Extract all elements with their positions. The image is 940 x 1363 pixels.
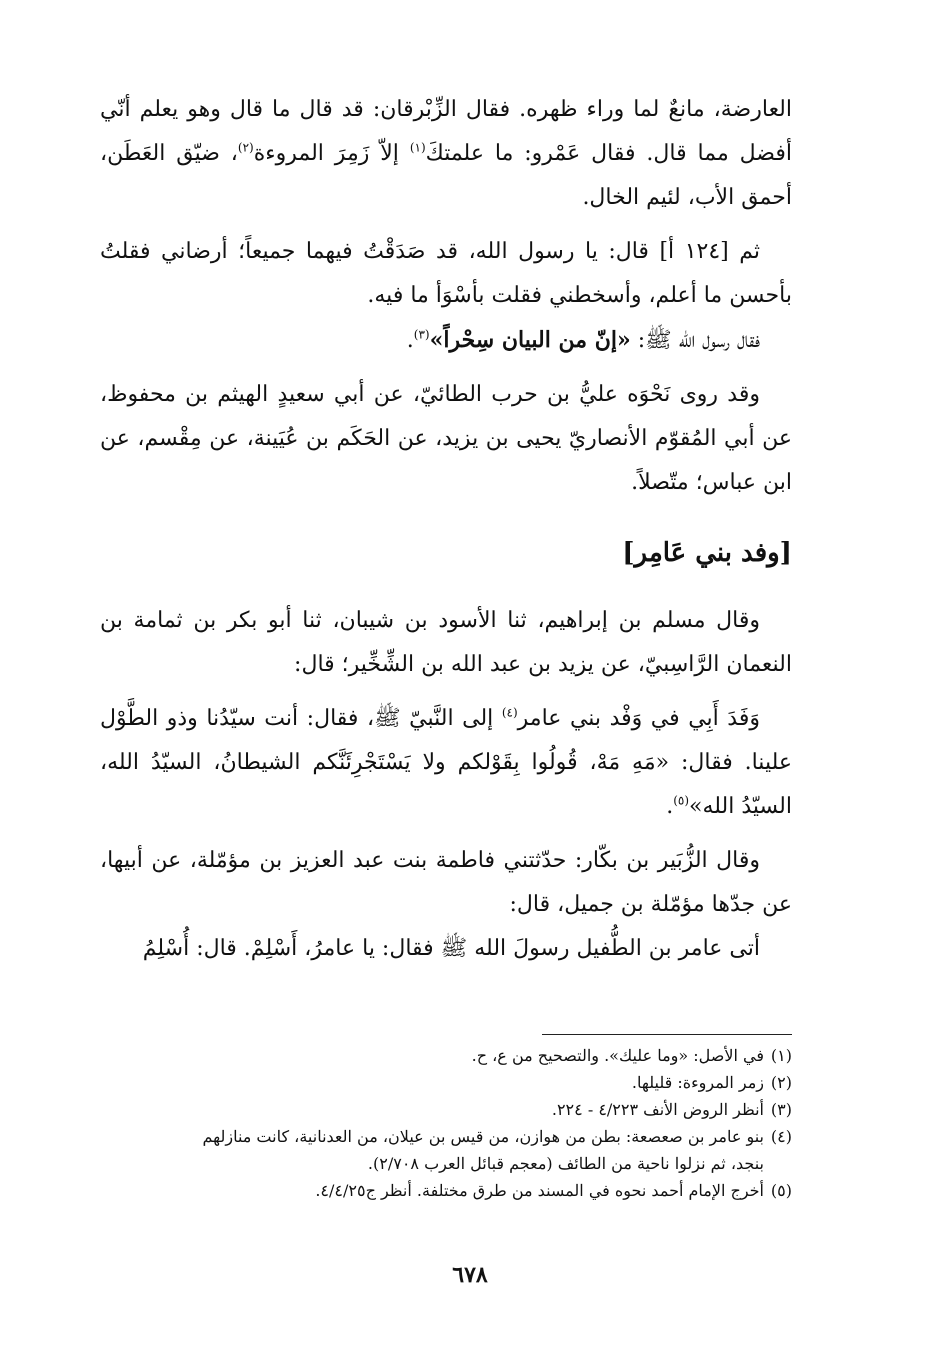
footnote-text: زمر المروءة: قليلها. — [631, 1073, 764, 1092]
footnote-2 — [100, 1069, 792, 1096]
paragraph-3 — [100, 318, 792, 363]
paragraph-5: وقال مسلم بن إبراهيم، ثنا الأسود بن شيبان، ثنا أبو بكر بن ثمامة بن النعمان الرَّاسِبيّ، عن يزيد بن عبد الله بن الشِّخِّير؛ قال: — [100, 608, 792, 677]
footnotes — [100, 1042, 792, 1204]
paragraph-1-text-a: العارضة، مانعٌ لما وراء ظهره. فقال الزِّبْرقان: قد قال ما قال وهو يعلم أنّي أفضل مما قال. فقال عَمْرو: ما علمتكَ — [100, 97, 792, 166]
paragraph-1 — [100, 88, 792, 220]
footnote-5 — [100, 1177, 792, 1204]
footnote-ref-1: (١) — [409, 140, 426, 155]
footnote-ref-4: (٤) — [501, 705, 518, 720]
footnote-ref-3: (٣) — [413, 327, 430, 342]
paragraph-3-text-a: فقال رسول الله ﷺ: — [630, 328, 760, 353]
footnote-number: (١) — [770, 1046, 792, 1065]
paragraph-7: وقال الزُّبَير بن بكّار: حدّثتني فاطمة بنت عبد العزيز بن مؤمّلة، عن أبيها، عن جدّها مؤمّلة بن جميل، قال: — [100, 848, 792, 917]
footnote-text: في الأصل: «وما عليك». والتصحيح من ع، ح. — [471, 1046, 764, 1065]
paragraph-4: وقد روى نَحْوَه عليُّ بن حرب الطائيّ، عن أبي سعيدٍ الهيثم بن محفوظ، عن أبي المُقوّم الأنصاريّ يحيى بن يزيد، عن الحَكَم بن عُيَينة، عن مِقْسم، عن ابن عباس؛ متّصلاً. — [100, 382, 792, 495]
paragraph-2: ثم [١٢٤ أ] قال: يا رسول الله، قد صَدَقْتُ فيهما جميعاً؛ أرضاني فقلتُ بأحسن ما أعلم، وأسخطني فقلت بأسْوَأ ما فيه. — [100, 239, 792, 308]
paragraph-6-text-a: وَفَدَ أَبِي في وَفْد بني عامر — [517, 706, 760, 731]
footnote-3 — [100, 1096, 792, 1123]
footnote-4 — [100, 1123, 792, 1150]
footnote-number: (٣) — [770, 1100, 792, 1119]
footnote-1 — [100, 1042, 792, 1069]
footnote-number: (٥) — [770, 1181, 792, 1200]
main-text — [100, 88, 792, 981]
paragraph-6-text-b: إلى النَّبيّ ﷺ، فقال: أنت سيّدُنا وذو الطَّوْل علينا. فقال: «مَهِ مَهْ، قُولُوا بِقَوْلكم ولا يَسْتَجْرِئَنَّكم الشيطانُ، السيّدُ الله، السيّدُ الله» — [100, 706, 792, 819]
paragraph-1-text-b: إلاّ زَمِرَ المروءة — [253, 141, 410, 166]
paragraph-3-text-b: . — [406, 328, 414, 353]
footnote-text: أخرج الإمام أحمد نحوه في المسند من طرق مختلفة. أنظر ج٤/٤/٢٥. — [315, 1181, 764, 1200]
footnote-text: بنو عامر بن صعصعة: بطن من هوازن، من قيس بن عيلان، من العدنانية، كانت منازلهم — [202, 1127, 764, 1146]
prophetic-saying: «إنّ من البيان سِحْراً» — [429, 327, 631, 353]
paragraph-1-text-c: ، ضيّق العَطَن، أحمق الأب، لئيم الخال. — [100, 141, 792, 210]
page-number: ٦٧٨ — [452, 1262, 488, 1288]
footnote-ref-2: (٢) — [237, 140, 254, 155]
footnote-number: (٢) — [770, 1073, 792, 1092]
paragraph-6-text-c: . — [666, 794, 674, 819]
footnote-4-continued: بنجد، ثم نزلوا ناحية من الطائف (معجم قبائل العرب ٢/٧٠٨). — [367, 1154, 764, 1173]
paragraph-6 — [100, 697, 792, 829]
footnote-ref-5: (٥) — [673, 793, 690, 808]
footnote-text: أنظر الروض الأنف ٤/٢٢٣ - ٢٢٤. — [551, 1100, 764, 1119]
section-heading: [وفد بني عَامِر] — [622, 538, 792, 568]
paragraph-8: أتى عامر بن الطُّفيل رسولَ الله ﷺ فقال: يا عامرُ، أَسْلِمْ. قال: أُسْلِمُ — [142, 936, 760, 961]
footnote-number: (٤) — [770, 1127, 792, 1146]
footnote-divider — [542, 1034, 792, 1035]
